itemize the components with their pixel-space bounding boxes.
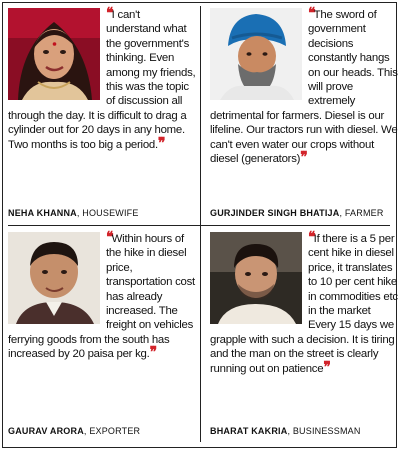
quote-text-neha-khanna: ❛❛I can't understand what the government's thinking. Even among my friends, this was the topic of discussion all through the day. It is difficult to drag a cylinder out for 20 days in any home. Two months is too big a period.❜❜ (8, 6, 196, 152)
open-quote-mark: ❛❛ (106, 230, 112, 246)
close-quote-mark: ❜❜ (323, 359, 329, 376)
quote-text-gurjinder-singh-bhatija: ❛❛The sword of government decisions constantly hangs on our heads. This will prove extremely detrimental for farmers. Diesel is our lifeline. Our tractors run with diesel. We can't even water our crops without diesel (generators)❜❜ (210, 6, 398, 167)
quote-text-bharat-kakria: ❛❛If there is a 5 per cent hike in diesel price, it translates to 10 per cent hike in commodities etc in the market Every 15 days we grapple with such a decision. It is tiring and the man on the street is clearly running out on patience❜❜ (210, 230, 398, 376)
open-quote-mark: ❛❛ (106, 6, 112, 22)
portrait-photo-gurjinder-singh-bhatija (210, 8, 302, 100)
portrait-photo-bharat-kakria (210, 232, 302, 324)
close-quote-mark: ❜❜ (149, 345, 156, 362)
close-quote-mark: ❜❜ (300, 150, 306, 167)
row-divider (8, 225, 390, 226)
column-divider (200, 6, 201, 442)
quote-card-gurjinder-singh-bhatija (210, 8, 398, 220)
byline-bharat-kakria: BHARAT KAKRIA, BUSINESSMAN (210, 426, 361, 436)
quote-card-neha-khanna (8, 8, 196, 220)
portrait-photo-gaurav-arora (8, 232, 100, 324)
open-quote-mark: ❛❛ (308, 230, 314, 246)
quote-card-gaurav-arora (8, 232, 196, 442)
close-quote-mark: ❜❜ (157, 135, 164, 152)
byline-gaurav-arora: GAURAV ARORA, EXPORTER (8, 426, 141, 436)
quote-card-bharat-kakria (210, 232, 398, 442)
byline-neha-khanna: NEHA KHANNA, HOUSEWIFE (8, 208, 139, 218)
open-quote-mark: ❛❛ (308, 6, 314, 22)
quote-text-gaurav-arora: ❛❛Within hours of the hike in diesel price, transportation cost has already increased. The freight on vehicles ferrying goods from the south has increased by 20 paisa per kg.❜❜ (8, 230, 195, 362)
byline-gurjinder-singh-bhatija: GURJINDER SINGH BHATIJA, FARMER (210, 208, 384, 218)
portrait-photo-neha-khanna (8, 8, 100, 100)
